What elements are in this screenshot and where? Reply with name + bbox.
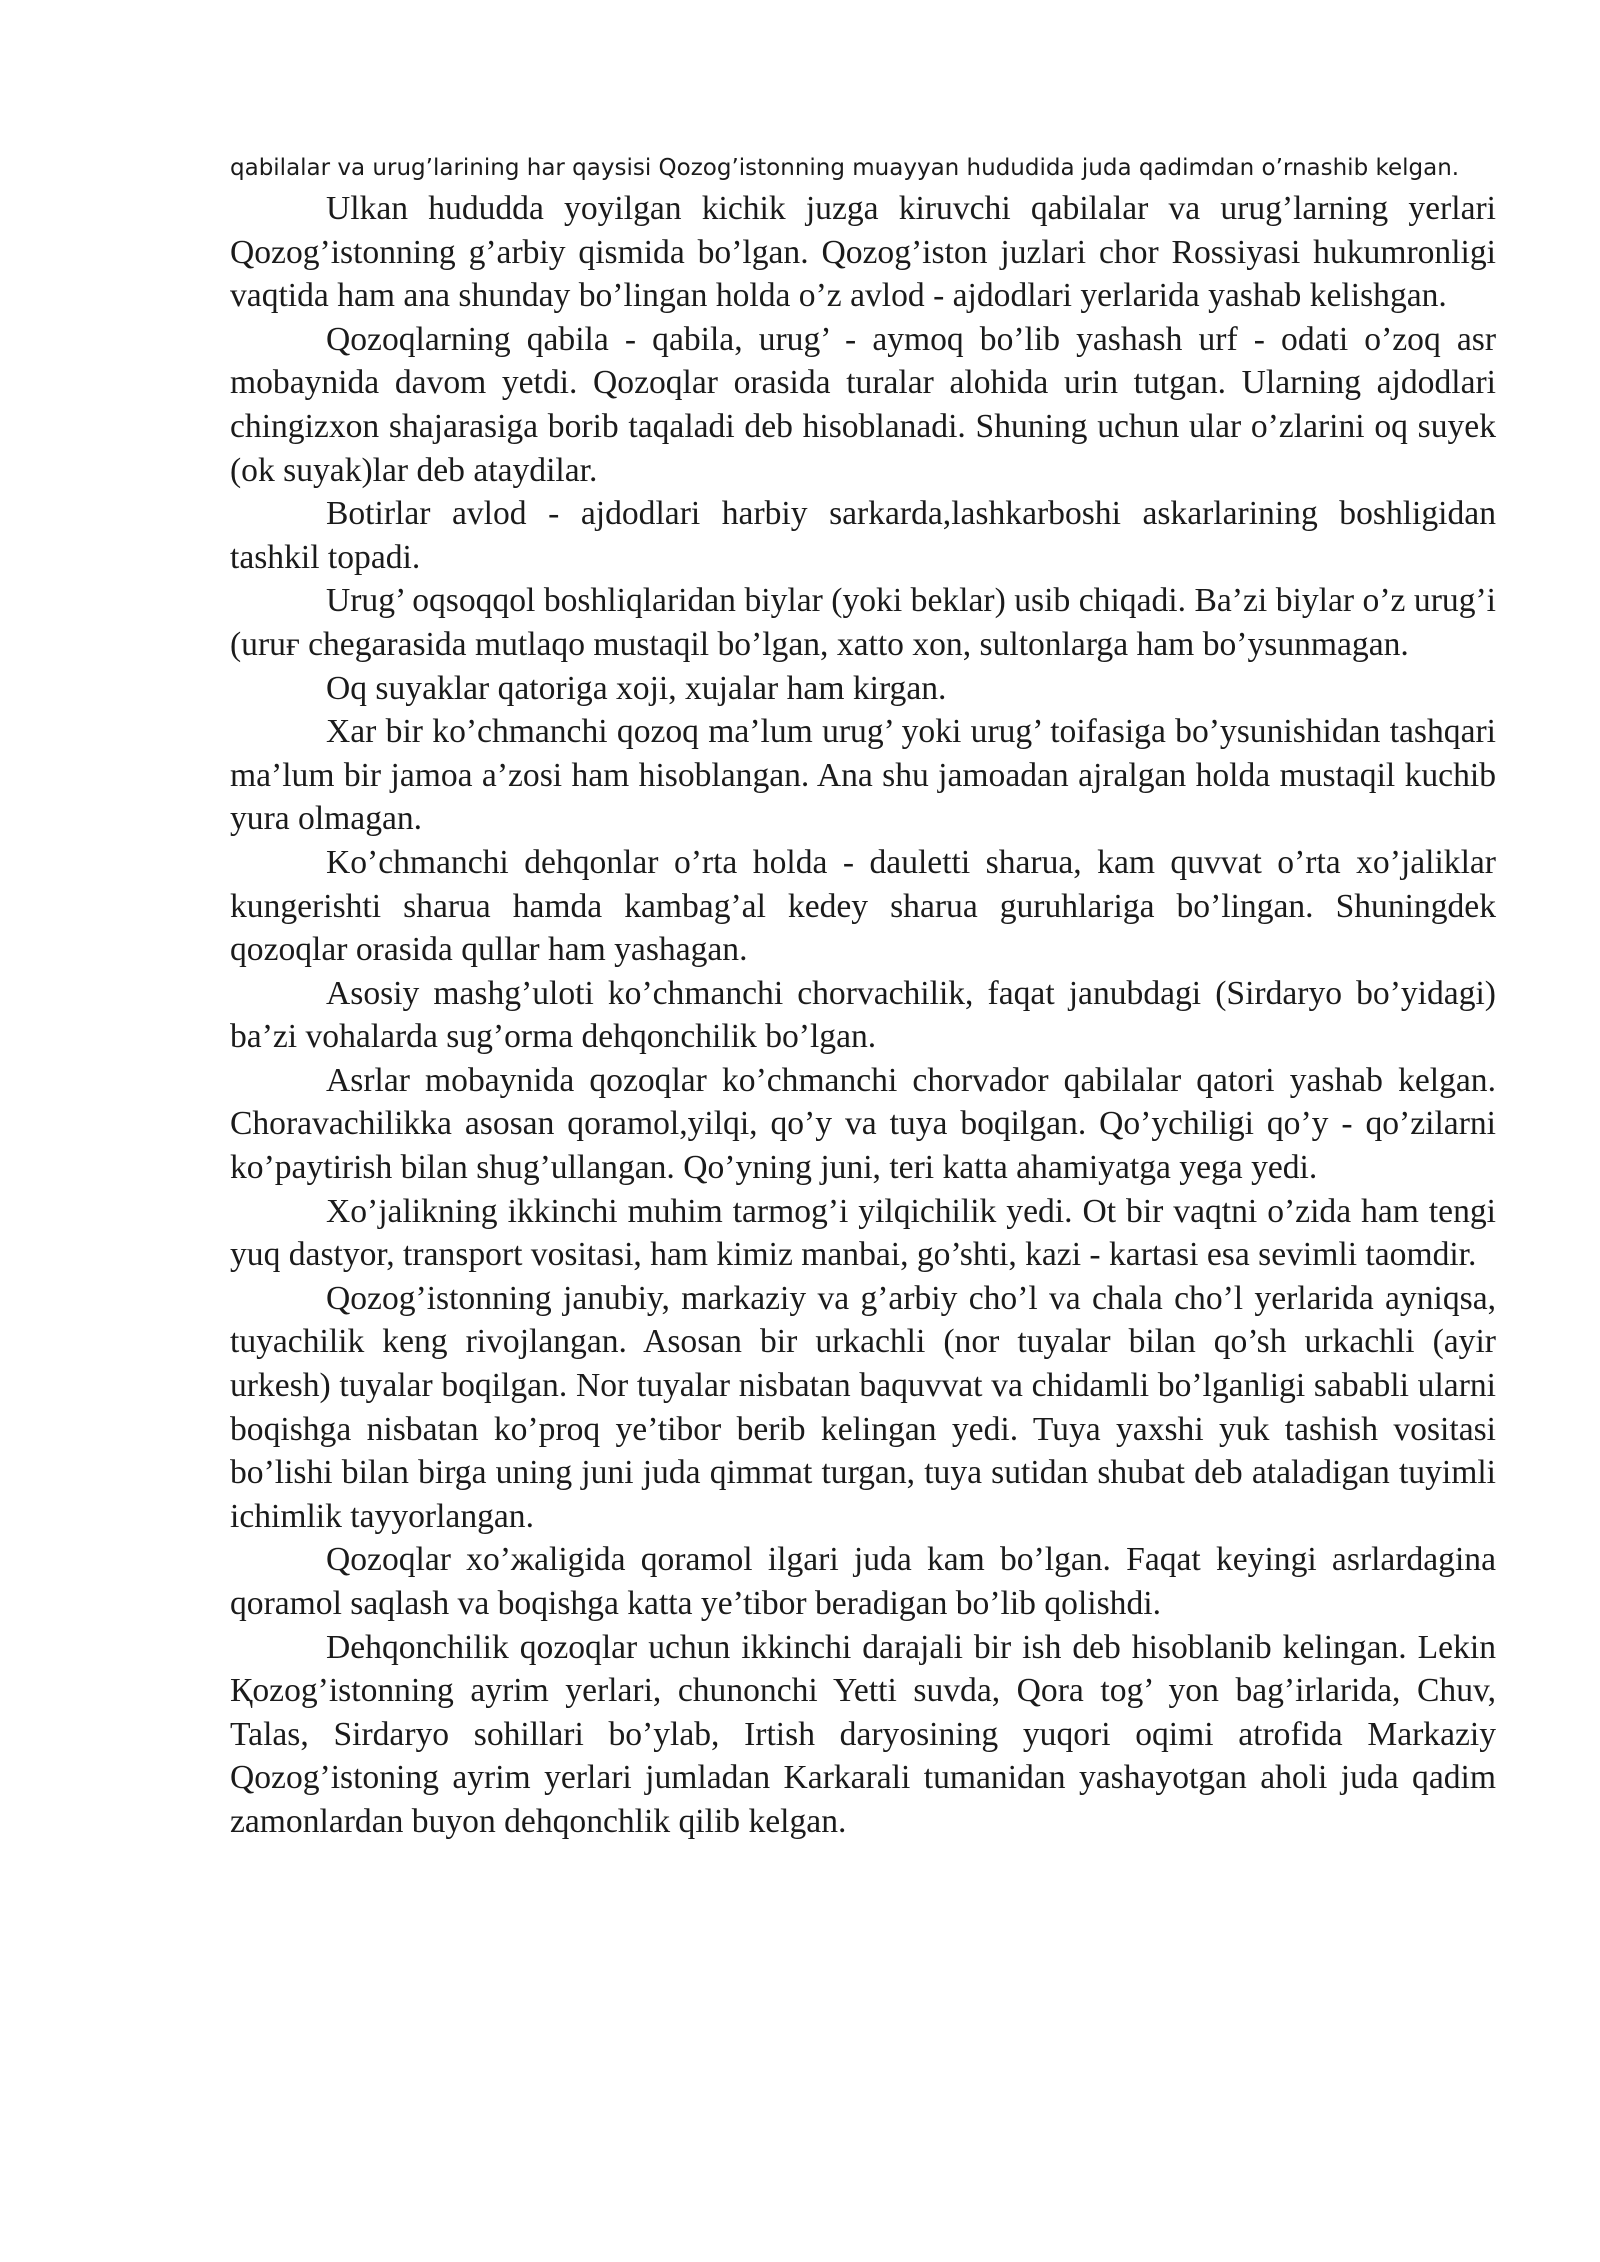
paragraph-4: Urug’ oqsoqqol boshliqlaridan biylar (yoki beklar) usib chiqadi. Ba’zi biylar o’z urug’i (uruғ chegarasida mutlaqo mustaqil bo’lgan, xatto xon, sultonlarga ham bo’ysunmagan. [230,582,1496,663]
paragraph-6: Xar bir ko’chmanchi qozoq ma’lum urug’ yoki urug’ toifasiga bo’ysunishidan tashqari ma’lum bir jamoa a’zosi ham hisoblangan. Ana shu jamoadan ajralgan holda mustaqil kuchib yura olmagan. [230,713,1496,838]
paragraph-13: Dehqonchilik qozoqlar uchun ikkinchi darajali bir ish deb hisoblanib kelingan. Lekin Қozog’istonning ayrim yerlari, chunonchi Yetti suvda, Qora tog’ yon bag’irlarida, Chuv, Talas, Sirdaryo sohillari bo’ylab, Irtish daryosining yuqori oqimi atrofida Markaziy Qozog’istoning ayrim yerlari jumladan Karkarali tumanidan yashayotgan aholi juda qadim zamonlardan buyon dehqonchlik qilib kelgan. [230,1628,1496,1840]
paragraph-11: Qozog’istonning janubiy, markaziy va g’arbiy cho’l va chala cho’l yerlarida ayniqsa, tuyachilik keng rivojlangan. Asosan bir urkachli (nor tuyalar bilan qo’sh urkachli (ayir urkesh) tuyalar boqilgan. Nor tuyalar nisbatan baquvvat va chidamli bo’lganligi sababli ularni boqishga nisbatan ko’proq ye’tibor berib kelingan yedi. Tuya yaxshi yuk tashish vositasi bo’lishi bilan birga uning juni juda qimmat turgan, tuya sutidan shubat deb ataladigan tuyimli ichimlik tayyorlangan. [230,1279,1496,1535]
paragraph-7: Ko’chmanchi dehqonlar o’rta holda - dauletti sharua, kam quvvat o’rta xo’jaliklar kungerishti sharua hamda kambag’al kedey sharua guruhlariga bo’lingan. Shuningdek qozoqlar orasida qullar ham yashagan. [230,843,1496,969]
paragraph-1: Ulkan hududda yoyilgan kichik juzga kiruvchi qabilalar va urug’larning yerlari Qozog’istonning g’arbiy qismida bo’lgan. Qozog’iston juzlari chor Rossiyasi hukumronligi vaqtida ham ana shunday bo’lingan holda o’z avlod - ajdodlari yerlarida yashab kelishgan. [230,190,1496,315]
paragraph-8: Asosiy mashg’uloti ko’chmanchi chorvachilik, faqat janubdagi (Sirdaryo bo’yidagi) ba’zi vohalarda sug’orma dehqonchilik bo’lgan. [230,974,1496,1056]
paragraph-2: Qozoqlarning qabila - qabila, urug’ - aymoq bo’lib yashash urf - odati o’zoq asr mobaynida davom yetdi. Qozoqlar orasida turalar alohida urin tutgan. Ularning ajdodlari chingizxon shajarasiga borib taqaladi deb hisoblanadi. Shuning uchun ular o’zlarini oq suyek (ok suyak)lar deb ataydilar. [230,320,1496,489]
document-page [230,150,1496,1844]
paragraph-9: Asrlar mobaynida qozoqlar ko’chmanchi chorvador qabilalar qatori yashab kelgan. Choravachilikka asosan qoramol,yilqi, qo’y va tuya boqilgan. Qo’ychiligi qo’y - qo’zilarni ko’paytirish bilan shug’ullangan. Qo’yning juni, teri katta ahamiyatga yega yedi. [230,1061,1496,1187]
paragraph-5: Oq suyaklar qatoriga xoji, xujalar ham kirgan. [326,669,947,707]
paragraph-10: Xo’jalikning ikkinchi muhim tarmog’i yilqichilik yedi. Ot bir vaqtni o’zida ham tengi yuq dastyor, transport vositasi, ham kimiz manbai, go’shti, kazi - kartasi esa sevimli taomdir. [230,1192,1496,1274]
lead-paragraph: qabilalar va urug’larining har qaysisi Qozog’istonning muayyan hududida juda qadimdan o’rnashib kelgan. [230,155,1460,181]
paragraph-3: Botirlar avlod - ajdodlari harbiy sarkarda,lashkarboshi askarlarining boshligidan tashkil topadi. [230,495,1496,576]
paragraph-12: Qozoqlar xo’жaligida qoramol ilgari juda kam bo’lgan. Faqat keyingi asrlardagina qoramol saqlash va boqishga katta ye’tibor beradigan bo’lib qolishdi. [230,1541,1496,1622]
